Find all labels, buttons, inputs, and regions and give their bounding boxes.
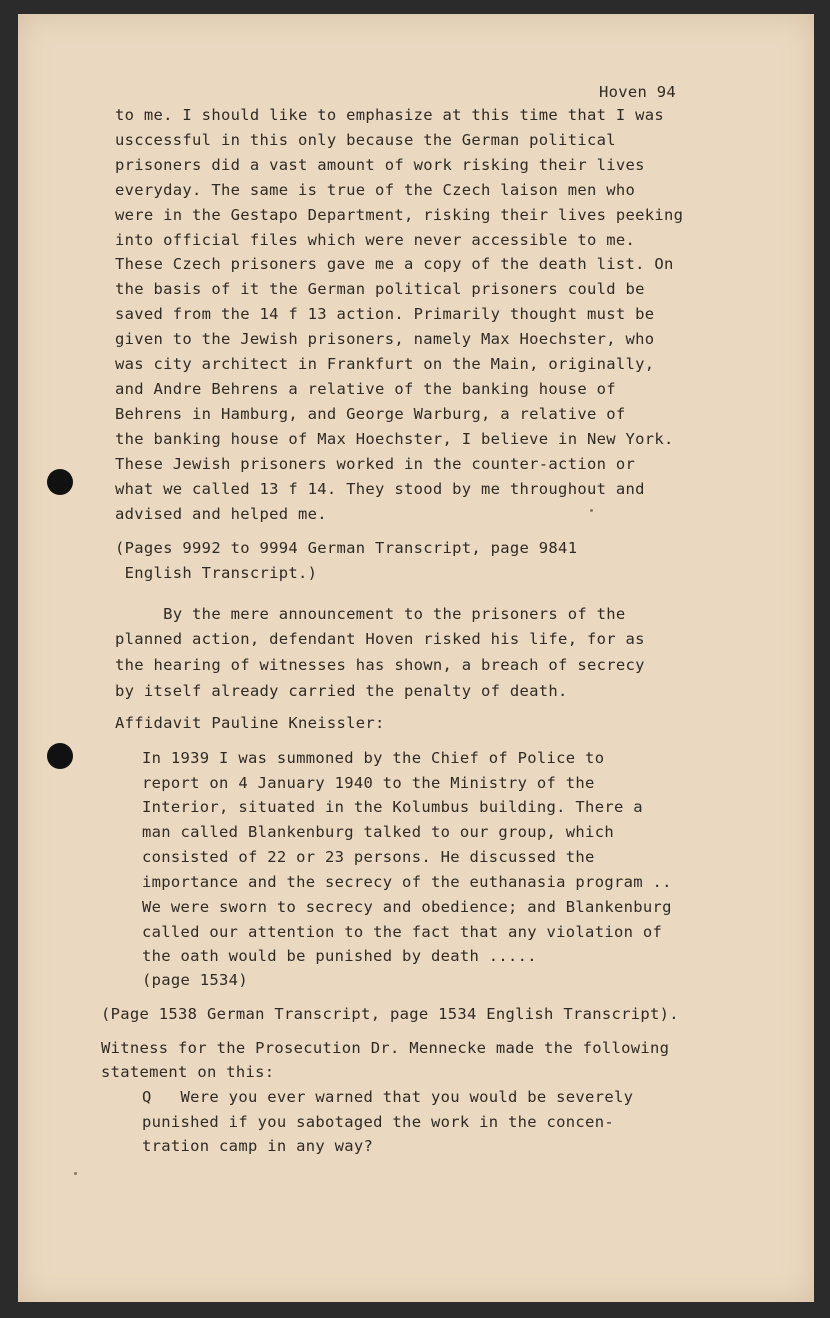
text-line: Witness for the Prosecution Dr. Mennecke made the following [101, 1039, 670, 1057]
text-line: advised and helped me. [115, 505, 327, 523]
citation-line: English Transcript.) [115, 564, 318, 582]
punch-hole [47, 469, 73, 495]
text-line: prisoners did a vast amount of work risking their lives [115, 156, 645, 174]
page-number: Hoven 94 [599, 83, 677, 101]
text-line: was city architect in Frankfurt on the Main, originally, [115, 355, 655, 373]
text-line: given to the Jewish prisoners, namely Max Hoechster, who [115, 330, 655, 348]
document-page [18, 14, 814, 1302]
text-line: These Czech prisoners gave me a copy of the death list. On [115, 255, 674, 273]
question-line: punished if you sabotaged the work in the concen- [142, 1113, 614, 1131]
affidavit-heading: Affidavit Pauline Kneissler: [115, 714, 385, 732]
text-line: By the mere announcement to the prisoners of the [115, 605, 626, 623]
text-line: saved from the 14 f 13 action. Primarily thought must be [115, 305, 655, 323]
affidavit-line: report on 4 January 1940 to the Ministry of the [142, 774, 595, 792]
text-line: usccessful in this only because the German political [115, 131, 616, 149]
question-line: Q Were you ever warned that you would be severely [142, 1088, 634, 1106]
affidavit-line: We were sworn to secrecy and obedience; and Blankenburg [142, 898, 672, 916]
text-line: These Jewish prisoners worked in the counter-action or [115, 455, 636, 473]
text-line: by itself already carried the penalty of death. [115, 682, 568, 700]
text-line: to me. I should like to emphasize at this time that I was [115, 106, 665, 124]
paper-speck [590, 509, 593, 512]
affidavit-line: consisted of 22 or 23 persons. He discussed the [142, 848, 595, 866]
affidavit-line: (page 1534) [142, 971, 248, 989]
text-line: were in the Gestapo Department, risking their lives peeking [115, 206, 684, 224]
affidavit-line: In 1939 I was summoned by the Chief of Police to [142, 749, 605, 767]
text-line: the hearing of witnesses has shown, a breach of secrecy [115, 656, 645, 674]
affidavit-line: Interior, situated in the Kolumbus building. There a [142, 798, 643, 816]
text-line: planned action, defendant Hoven risked his life, for as [115, 630, 645, 648]
affidavit-line: called our attention to the fact that any violation of [142, 923, 663, 941]
citation-line: (Page 1538 German Transcript, page 1534 English Transcript). [101, 1005, 679, 1023]
affidavit-line: man called Blankenburg talked to our group, which [142, 823, 614, 841]
question-line: tration camp in any way? [142, 1137, 374, 1155]
text-line: the banking house of Max Hoechster, I believe in New York. [115, 430, 674, 448]
text-line: everyday. The same is true of the Czech laison men who [115, 181, 636, 199]
text-line: into official files which were never accessible to me. [115, 231, 636, 249]
text-line: what we called 13 f 14. They stood by me throughout and [115, 480, 645, 498]
affidavit-line: importance and the secrecy of the euthanasia program .. [142, 873, 672, 891]
text-line: Behrens in Hamburg, and George Warburg, a relative of [115, 405, 626, 423]
punch-hole [47, 743, 73, 769]
text-line: statement on this: [101, 1063, 275, 1081]
citation-line: (Pages 9992 to 9994 German Transcript, page 9841 [115, 539, 578, 557]
paper-speck [74, 1172, 77, 1175]
text-line: the basis of it the German political prisoners could be [115, 280, 645, 298]
affidavit-line: the oath would be punished by death ..... [142, 947, 537, 965]
text-line: and Andre Behrens a relative of the banking house of [115, 380, 616, 398]
